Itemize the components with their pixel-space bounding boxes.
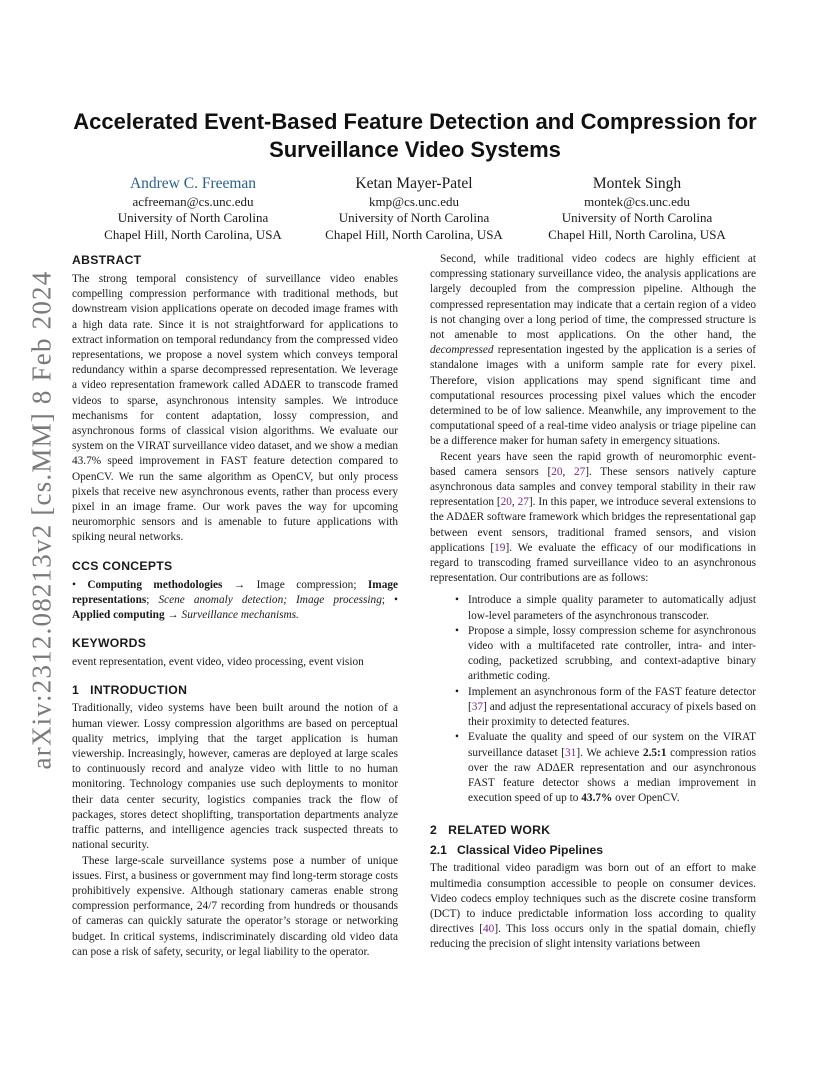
bold-value: 43.7%: [581, 792, 613, 805]
intro-heading: [72, 682, 398, 698]
contributions-list: [430, 593, 756, 806]
citation-link[interactable]: 19: [494, 541, 506, 554]
text-run: compression ratios over the raw ADΔER representation and our asynchronous FAST feature detector shows a median improvement in execution speed of up to: [468, 746, 756, 805]
ccs-arrow: →: [233, 578, 246, 591]
author-affiliation: University of North Carolina: [561, 210, 713, 226]
citation-link[interactable]: 37: [471, 700, 484, 713]
list-item: [468, 685, 756, 731]
text-run: ]. These sensors natively capture asynchronous data samples and convey temporal stability in their raw representation [: [430, 465, 756, 509]
subsection-number: 2.1: [430, 843, 447, 858]
ccs-term: Image representations: [72, 578, 399, 606]
ccs-heading: CCS CONCEPTS: [72, 558, 173, 573]
emphasis: decompressed: [430, 344, 494, 357]
abstract-text: The strong temporal consistency of surveillance video enables compelling compression performance with traditional methods, but downstream vision applications operate on decoded image frames with a high data rate. Since it is not straightforward for applications to extract information on temporal redundancy from the compressed video representations, we propose a novel system which conveys temporal redundancy within a sparse decompressed representation. We leverage a video representation framework called ADΔER to transcode framed videos to sparse, asynchronous intensity samples. We introduce mechanisms for content adaptation, lossy compression, and asynchronous forms of classical vision algorithms. We evaluate our system on the VIRAT surveillance video dataset, and we show a median 43.7% speed improvement in FAST feature detection compared to OpenCV. We run the same algorithm as OpenCV, but only process pixels that receive new asynchronous events, rather than process every pixel in an image frame. Our work paves the way for upcoming neuromorphic sensors and is amenable to future applications with spiking neural networks.: [72, 273, 398, 544]
author-email: kmp@cs.unc.edu: [369, 194, 459, 209]
text-run: ]. This loss occurs only in the spatial domain, chiefly reducing the precision of slight intensity variations between: [430, 923, 757, 951]
text-run: ]. We evaluate the efficacy of our modifications in regard to transcoding framed surveillance video to an asynchronous representation. Our contributions are as follows:: [430, 541, 756, 585]
text-run: Recent years have seen the rapid growth of neuromorphic event-based camera sensors [: [430, 450, 756, 478]
author-location: Chapel Hill, North Carolina, USA: [548, 226, 726, 242]
ccs-term: Surveillance mechanisms.: [181, 609, 299, 622]
subsection-heading: [430, 842, 756, 858]
keywords-text: event representation, event video, video processing, event vision: [72, 656, 364, 669]
bold-value: 2.5:1: [642, 746, 667, 759]
citation-link[interactable]: 20: [500, 496, 512, 509]
related-paragraph: [430, 861, 756, 952]
intro-paragraph: These large-scale surveillance systems pose a number of unique issues. First, a business or government may find long-term storage costs prohibitively expensive. Although stationary cameras enable strong compression performance, 24/7 recording from hundreds or thousands of cameras can quickly saturate the operator’s storage or networking budget. In critical systems, indiscriminately discarding old video data can pose a risk of safety, security, or legal liability to the operator.: [72, 854, 398, 958]
intro-paragraph: [430, 252, 756, 450]
right-column: [430, 252, 756, 953]
author-block: [527, 174, 747, 243]
author-name: Ketan Mayer-Patel: [355, 175, 473, 192]
ccs-term: Applied computing: [72, 609, 165, 622]
section-number: 1: [72, 683, 80, 698]
section-number: 2: [430, 823, 438, 838]
author-name: Montek Singh: [592, 175, 682, 192]
intro-paragraph: Traditionally, video systems have been built around the notion of a human viewer. Lossy compression algorithms are based on perceptual quality metrics, implying that the target application is human viewership. Increasingly, however, cameras are deployed at large scales to continuously record and analyze video with little to no human monitoring. Technology companies use such deployments to monitor their data center security, logistics companies track the flow of packages, stores detect shoplifting, transportation departments analyze traffic patterns, and intelligence agencies track suspected threats to national security.: [72, 702, 398, 852]
author-email: montek@cs.unc.edu: [584, 194, 690, 209]
left-column: [72, 252, 398, 960]
intro-paragraph: Recent years have seen the rapid growth of neuromorphic event-based camera sensors [20, 27]. These sensors natively capture asynchronous data samples and convey temporal stability in their raw representation [20, 27]. In this paper, we introduce several extensions to the ADΔER software framework which bridges the representational gap between event sensors, traditional framed sensors, and vision applications [19]. We evaluate the efficacy of our modifications in regard to transcoding framed surveillance video to an asynchronous representation. Our contributions are as follows:: [430, 450, 756, 585]
author-email: acfreeman@cs.unc.edu: [132, 194, 254, 209]
author-affiliation: University of North Carolina: [338, 210, 490, 226]
citation-link[interactable]: 31: [565, 746, 577, 759]
text-run: ]. We achieve: [576, 746, 643, 759]
subsection-title: Classical Video Pipelines: [456, 843, 604, 858]
text-run: Second, while traditional video codecs are highly efficient at compressing stationary surveillance video, the analysis applications are largely decoupled from the compression pipeline. Although the compressed representation may indicate that a certain region of a video is not changing over a long period of time, the compressed structure is not amenable to most applications. On the other hand, the: [430, 253, 756, 342]
text-run: The traditional video paradigm was born out of an effort to make multimedia consumption accessible to people on consumer devices. Video codecs employ techniques such as the discrete cosine transform (DCT) to induce predictable information loss according to quality directives [: [430, 862, 756, 936]
author-location: Chapel Hill, North Carolina, USA: [104, 226, 282, 242]
section-title: INTRODUCTION: [90, 683, 188, 698]
author-block: [83, 174, 303, 243]
citation-link[interactable]: 40: [483, 923, 495, 936]
author-block: [304, 174, 524, 243]
list-item: • Introduce a simple quality parameter to automatically adjust low-level parameters of the asynchronous transcoder.: [468, 593, 756, 623]
citation-link[interactable]: 27: [573, 465, 586, 478]
text-run: Implement an asynchronous form of the FAST feature detector [: [468, 685, 756, 713]
citation-link[interactable]: 27: [517, 496, 529, 509]
paper-title: Accelerated Event-Based Feature Detection and Compression for Surveillance Video Systems: [73, 109, 757, 162]
ccs-term: Scene anomaly detection; Image processing: [158, 593, 382, 606]
list-item: • Propose a simple, lossy compression scheme for asynchronous video with a multifaceted rate controller, intra- and inter-coding, packetized scrubbing, and context-adaptive binary arithmetic coding.: [468, 624, 756, 685]
citation-link[interactable]: 20: [551, 465, 563, 478]
author-location: Chapel Hill, North Carolina, USA: [325, 226, 503, 242]
text-run: ]. In this paper, we introduce several extensions to the ADΔER software framework which bridges the representational gap between event sensors, traditional framed sensors, and vision applications [: [430, 496, 756, 554]
text-run: ] and adjust the representational accuracy of pixels based on their proximity to detected features.: [468, 700, 756, 729]
list-item: [468, 730, 756, 806]
ccs-term: Image compression;: [256, 578, 357, 591]
author-name-link[interactable]: Andrew C. Freeman: [129, 175, 257, 192]
section-title: RELATED WORK: [448, 823, 551, 838]
related-heading: [430, 822, 756, 838]
author-affiliation: University of North Carolina: [117, 210, 269, 226]
ccs-text: • Computing methodologies → Image compression; Image representations; Scene anomaly detection; Image processing; • Applied computing → Surveillance mechanisms.: [72, 578, 399, 622]
keywords-heading: KEYWORDS: [72, 636, 147, 651]
text-run: over OpenCV.: [612, 792, 680, 805]
text-run: Evaluate the quality and speed of our system on the VIRAT surveillance dataset [: [468, 731, 756, 759]
ccs-arrow: →: [167, 609, 179, 622]
ccs-term: Computing methodologies: [87, 578, 223, 591]
arxiv-watermark: [22, 270, 62, 770]
abstract-heading: ABSTRACT: [72, 253, 142, 267]
text-run: representation ingested by the application is a series of standalone images with a uniform sample rate for every pixel. Therefore, vision applications may spend significant time and computational resources processing pixel values which the encoder determined to be of low salience. Meanwhile, any improvement to the computational speed of a real-time video analysis or triage pipeline can be a difference maker for human safety in emergency situations.: [430, 344, 756, 448]
arxiv-id: arXiv:2312.08213v2 [cs.MM] 8 Feb 2024: [26, 270, 57, 770]
